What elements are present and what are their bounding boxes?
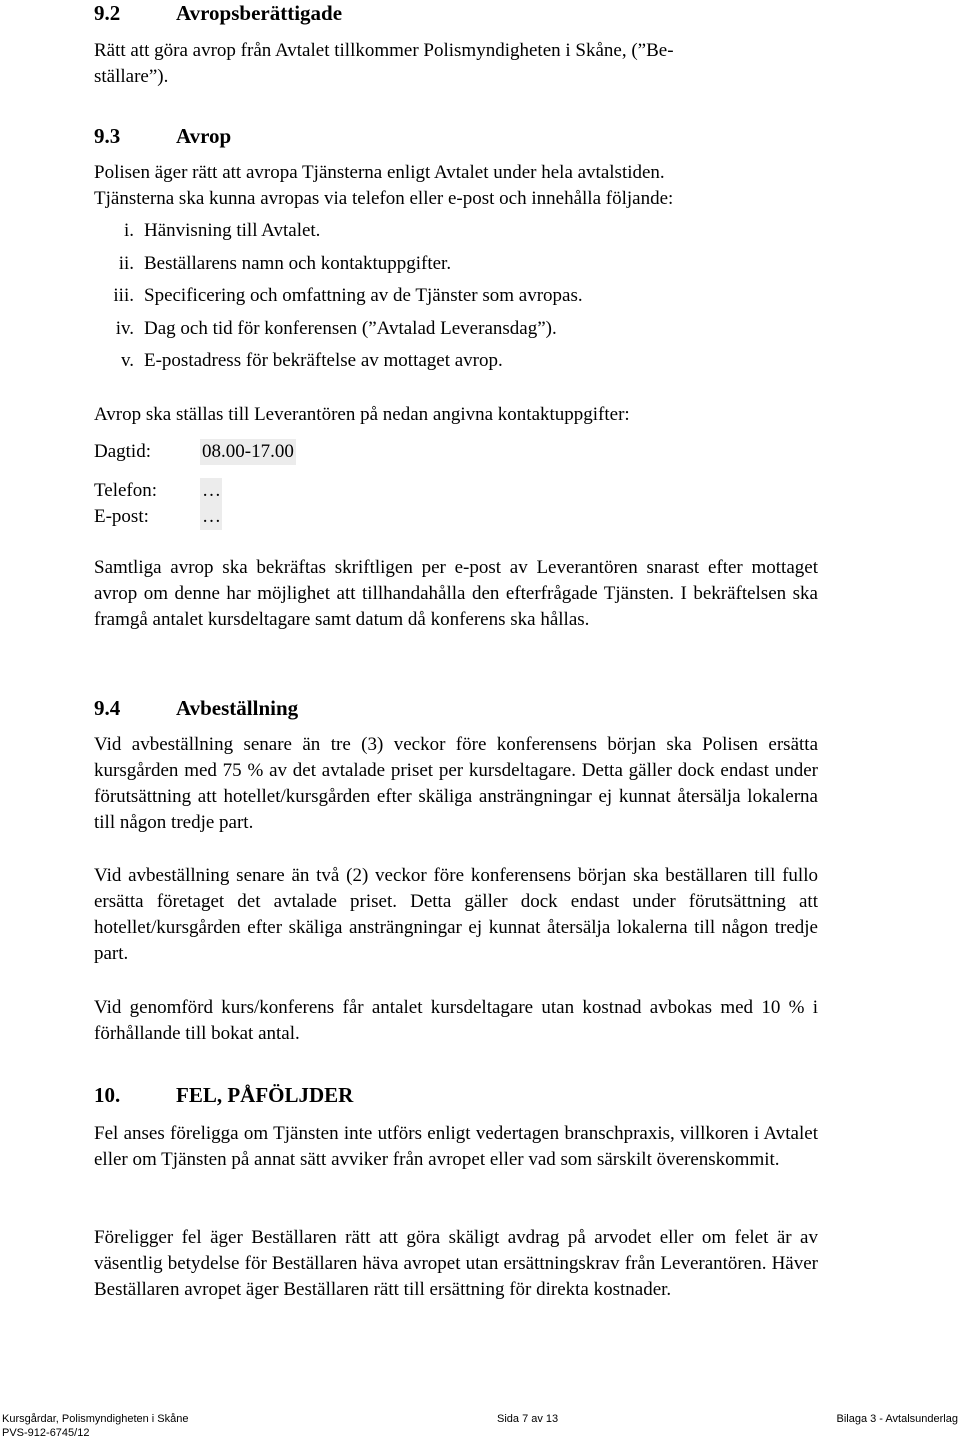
paragraph-line: ställare”). (94, 66, 169, 87)
paragraph: Vid avbeställning senare än två (2) veckor före konferensens början ska beställaren till fullo ersätta företaget det avtalade priset. Detta gäller dock endast under förutsättning att hotellet/kursgården efter skäliga ansträngningar ej kunnat återsälja lokalerna till någon tredje part. (94, 865, 818, 964)
paragraph: Fel anses föreligga om Tjänsten inte utförs enligt vedertagen branschpraxis, villkoren i Avtalet eller om Tjänsten på annat sätt avviker från avropet eller vad som särskilt överenskommit. (94, 1123, 818, 1170)
footer-reference-number: PVS-912-6745/12 (2, 1427, 90, 1439)
paragraph-line: Rätt att göra avrop från Avtalet tillkommer Polismyndigheten i Skåne, (”Be- (94, 40, 674, 61)
list-marker: iv. (115, 317, 134, 339)
list-marker: ii. (118, 252, 134, 274)
paragraph-line: Tjänsterna ska kunna avropas via telefon eller e-post och innehålla följande: (94, 188, 674, 209)
list-item (94, 251, 583, 284)
list-item (94, 218, 583, 251)
section-title: Avrop (176, 124, 232, 148)
paragraph: Föreligger fel äger Beställaren rätt att göra skäligt avdrag på arvodet eller om felet är av väsentlig betydelse för Beställaren häva avropet utan ersättningskrav från Leverantören. Häver Beställaren avropet äger Beställaren rätt till ersättning för direkta kostnader. (94, 1227, 818, 1300)
contact-epost (94, 504, 222, 530)
section-title: Avropsberättigade (176, 1, 343, 25)
list-item-text: Specificering och omfattning av de Tjänster som avropas. (144, 285, 583, 306)
contact-telefon (94, 478, 222, 504)
section-title: FEL, PÅFÖLJDER (176, 1083, 354, 1107)
list-item (94, 348, 583, 381)
section-number: 9.2 (94, 1, 121, 25)
contact-value: … (200, 504, 222, 530)
list-marker: iii. (113, 285, 134, 306)
contact-label: Dagtid: (94, 441, 151, 462)
list-marker: i. (123, 220, 134, 241)
section-heading-9-2 (94, 0, 342, 26)
list-item-text: Dag och tid för konferensen (”Avtalad Leveransdag”). (144, 317, 557, 339)
footer-page-number: Sida 7 av 13 (497, 1413, 559, 1425)
section-number: 9.4 (94, 696, 121, 720)
contact-dagtid (94, 439, 296, 465)
section-heading-9-4 (94, 695, 298, 721)
contact-label: Telefon: (94, 480, 158, 501)
section-number: 10. (94, 1083, 121, 1107)
list-item-text: Beställarens namn och kontaktuppgifter. (144, 252, 452, 274)
list-marker: v. (120, 350, 134, 371)
section-number: 9.3 (94, 124, 121, 148)
list-item (94, 283, 583, 316)
requirements-list (94, 218, 583, 381)
section-heading-9-3 (94, 123, 231, 149)
section-title: Avbeställning (176, 696, 299, 720)
contact-intro: Avrop ska ställas till Leverantören på nedan angivna kontaktuppgifter: (94, 404, 630, 425)
contact-label: E-post: (94, 506, 149, 527)
paragraph: Vid genomförd kurs/konferens får antalet kursdeltagare utan kostnad avbokas med 10 % i förhållande till bokat antal. (94, 997, 818, 1044)
list-item (94, 316, 583, 349)
contact-value: … (200, 478, 222, 504)
list-item-text: Hänvisning till Avtalet. (144, 220, 321, 241)
list-item-text: E-postadress för bekräftelse av mottaget avrop. (144, 350, 503, 371)
paragraph: Vid avbeställning senare än tre (3) veckor före konferensens början ska Polisen ersätta kursgården med 75 % av det avtalade priset per kursdeltagare. Detta gäller dock endast under förutsättning att hotellet/kursgården efter skäliga ansträngningar ej kunnat återsälja lokalerna till någon tredje part. (94, 734, 818, 833)
confirm-paragraph: Samtliga avrop ska bekräftas skriftligen per e-post av Leverantören snarast efter mottaget avrop om denne har möjlighet att tillhandahålla den efterfrågade Tjänsten. I bekräftelsen ska framgå antalet kursdeltagare samt datum då konferens ska hållas. (94, 557, 818, 630)
section-heading-10 (94, 1082, 353, 1108)
paragraph-line: Polisen äger rätt att avropa Tjänsterna enligt Avtalet under hela avtalstiden. (94, 162, 665, 183)
page-footer (0, 1410, 960, 1440)
footer-document-title: Kursgårdar, Polismyndigheten i Skåne (2, 1413, 189, 1425)
contact-value: 08.00-17.00 (200, 439, 296, 465)
footer-attachment-label: Bilaga 3 - Avtalsunderlag (836, 1413, 958, 1425)
